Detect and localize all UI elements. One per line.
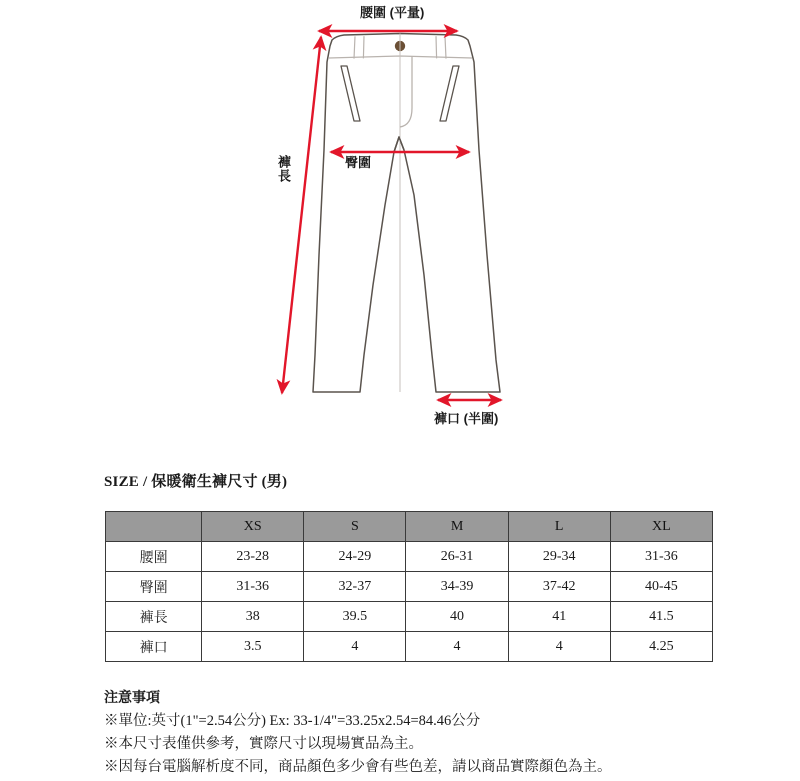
- cell-hip-xl: 40-45: [610, 572, 712, 602]
- cell-waist-m: 26-31: [406, 542, 508, 572]
- table-row: [106, 602, 713, 632]
- cell-waist-s: 24-29: [304, 542, 406, 572]
- row-header-length: 褲長: [106, 602, 202, 632]
- table-row: [106, 632, 713, 662]
- table-header-row: [106, 512, 713, 542]
- cell-hem-xs: 3.5: [202, 632, 304, 662]
- pants-illustration: [313, 34, 500, 393]
- row-header-waist: 腰圍: [106, 542, 202, 572]
- note-line-reference: ※本尺寸表僅供參考，實際尺寸以現場實品為主。: [104, 736, 423, 752]
- cell-hip-l: 37-42: [508, 572, 610, 602]
- length-measure-label: 褲長: [276, 155, 291, 183]
- cell-length-xs: 38: [202, 602, 304, 632]
- cell-hem-m: 4: [406, 632, 508, 662]
- column-header-s: S: [304, 512, 406, 542]
- table-corner-cell: [106, 512, 202, 542]
- size-table-body: [106, 542, 713, 662]
- cell-waist-l: 29-34: [508, 542, 610, 572]
- waist-measure-label: 腰圍 (平量): [360, 5, 425, 20]
- table-row: [106, 572, 713, 602]
- cell-hip-m: 34-39: [406, 572, 508, 602]
- cell-hem-l: 4: [508, 632, 610, 662]
- cell-hem-s: 4: [304, 632, 406, 662]
- hip-measure-label: 臀圍: [345, 155, 372, 170]
- cell-hem-xl: 4.25: [610, 632, 712, 662]
- cell-length-s: 39.5: [304, 602, 406, 632]
- cell-hip-s: 32-37: [304, 572, 406, 602]
- cell-length-xl: 41.5: [610, 602, 712, 632]
- row-header-hem: 褲口: [106, 632, 202, 662]
- cell-length-m: 40: [406, 602, 508, 632]
- cell-hip-xs: 31-36: [202, 572, 304, 602]
- cell-length-l: 41: [508, 602, 610, 632]
- hem-measure-label: 褲口 (半圍): [434, 411, 499, 426]
- column-header-xl: XL: [610, 512, 712, 542]
- size-section-title: SIZE / 保暖衛生褲尺寸 (男): [104, 474, 288, 490]
- note-line-color: ※因每台電腦解析度不同，商品顏色多少會有些色差，請以商品實際顏色為主。: [104, 759, 612, 775]
- cell-waist-xs: 23-28: [202, 542, 304, 572]
- column-header-l: L: [508, 512, 610, 542]
- size-table-head: [106, 512, 713, 542]
- notes-title: 注意事項: [104, 689, 160, 705]
- table-row: [106, 542, 713, 572]
- notes-section: [104, 687, 764, 779]
- column-header-m: M: [406, 512, 508, 542]
- row-header-hip: 臀圍: [106, 572, 202, 602]
- pants-outline: [313, 34, 500, 393]
- column-header-xs: XS: [202, 512, 304, 542]
- note-line-unit: ※單位:英寸(1"=2.54公分) Ex: 33-1/4"=33.25x2.54=84.46公分: [104, 713, 481, 729]
- cell-waist-xl: 31-36: [610, 542, 712, 572]
- size-table: [105, 511, 713, 662]
